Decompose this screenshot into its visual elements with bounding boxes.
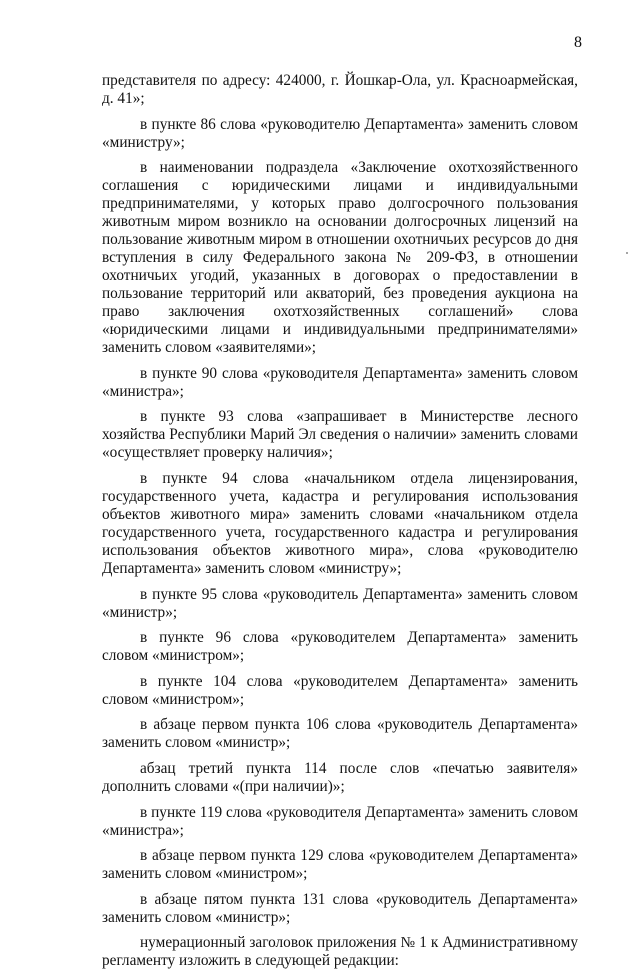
paragraph-item-129: в абзаце первом пункта 129 слова «руководителем Департамента» заменить словом «министром»; — [102, 847, 578, 883]
paragraph-item-90: в пункте 90 слова «руководителя Департамента» заменить словом «министра»; — [102, 364, 578, 400]
paragraph-item-94: в пункте 94 слова «начальником отдела лицензирования, государственного учета, кадастра и регулирования использования объектов животного мира» заменить словами «начальником отдела государственного учета, государственного кадастра и регулирования использования объектов животного мира», слова «руководителю Департамента» заменить словом «министру»; — [102, 469, 578, 577]
paragraph-item-86: в пункте 86 слова «руководителю Департамента» заменить словом «министру»; — [102, 115, 578, 151]
paragraph-item-104: в пункте 104 слова «руководителем Департамента» заменить словом «министром»; — [102, 672, 578, 708]
paragraph-subsection-title-amendment: в наименовании подраздела «Заключение охотхозяйственного соглашения с юридическими лицами и индивидуальными предпринимателями, у которых право долгосрочного пользования животным миром возникло на основании долгосрочных лицензий на пользование животным миром в отношении охотничьих ресурсов до дня вступления в силу Федерального закона № 209-ФЗ, в отношении охотничьих угодий, указанных в договорах о предоставлении в пользование территорий или акваторий, без проведения аукциона на право заключения охотхозяйственных соглашений» слова «юридическими лицами и индивидуальными предпринимателями» заменить словом «заявителями»; — [102, 159, 578, 357]
paragraph-address-continuation: представителя по адресу: 424000, г. Йошкар-Ола, ул. Красноармейская, д. 41»; — [102, 72, 578, 107]
paragraph-appendix-heading: нумерационный заголовок приложения № 1 к Административному регламенту изложить в следующей редакции: — [102, 934, 578, 970]
paragraph-item-119: в пункте 119 слова «руководителя Департамента» заменить словом «министра»; — [102, 803, 578, 839]
paragraph-item-131: в абзаце пятом пункта 131 слова «руководитель Департамента» заменить словом «министр»; — [102, 890, 578, 926]
paragraph-item-96: в пункте 96 слова «руководителем Департамента» заменить словом «министром»; — [102, 629, 578, 665]
scan-speck — [626, 252, 628, 254]
paragraph-item-93: в пункте 93 слова «запрашивает в Министерстве лесного хозяйства Республики Марий Эл сведения о наличии» заменить словами «осуществляет проверку наличия»; — [102, 408, 578, 462]
document-body — [102, 72, 578, 978]
paragraph-item-114: абзац третий пункта 114 после слов «печатью заявителя» дополнить словами «(при наличии)»; — [102, 759, 578, 795]
paragraph-item-106: в абзаце первом пункта 106 слова «руководитель Департамента» заменить словом «министр»; — [102, 716, 578, 752]
page-number: 8 — [574, 34, 582, 51]
paragraph-item-95: в пункте 95 слова «руководитель Департамента» заменить словом «министр»; — [102, 585, 578, 621]
